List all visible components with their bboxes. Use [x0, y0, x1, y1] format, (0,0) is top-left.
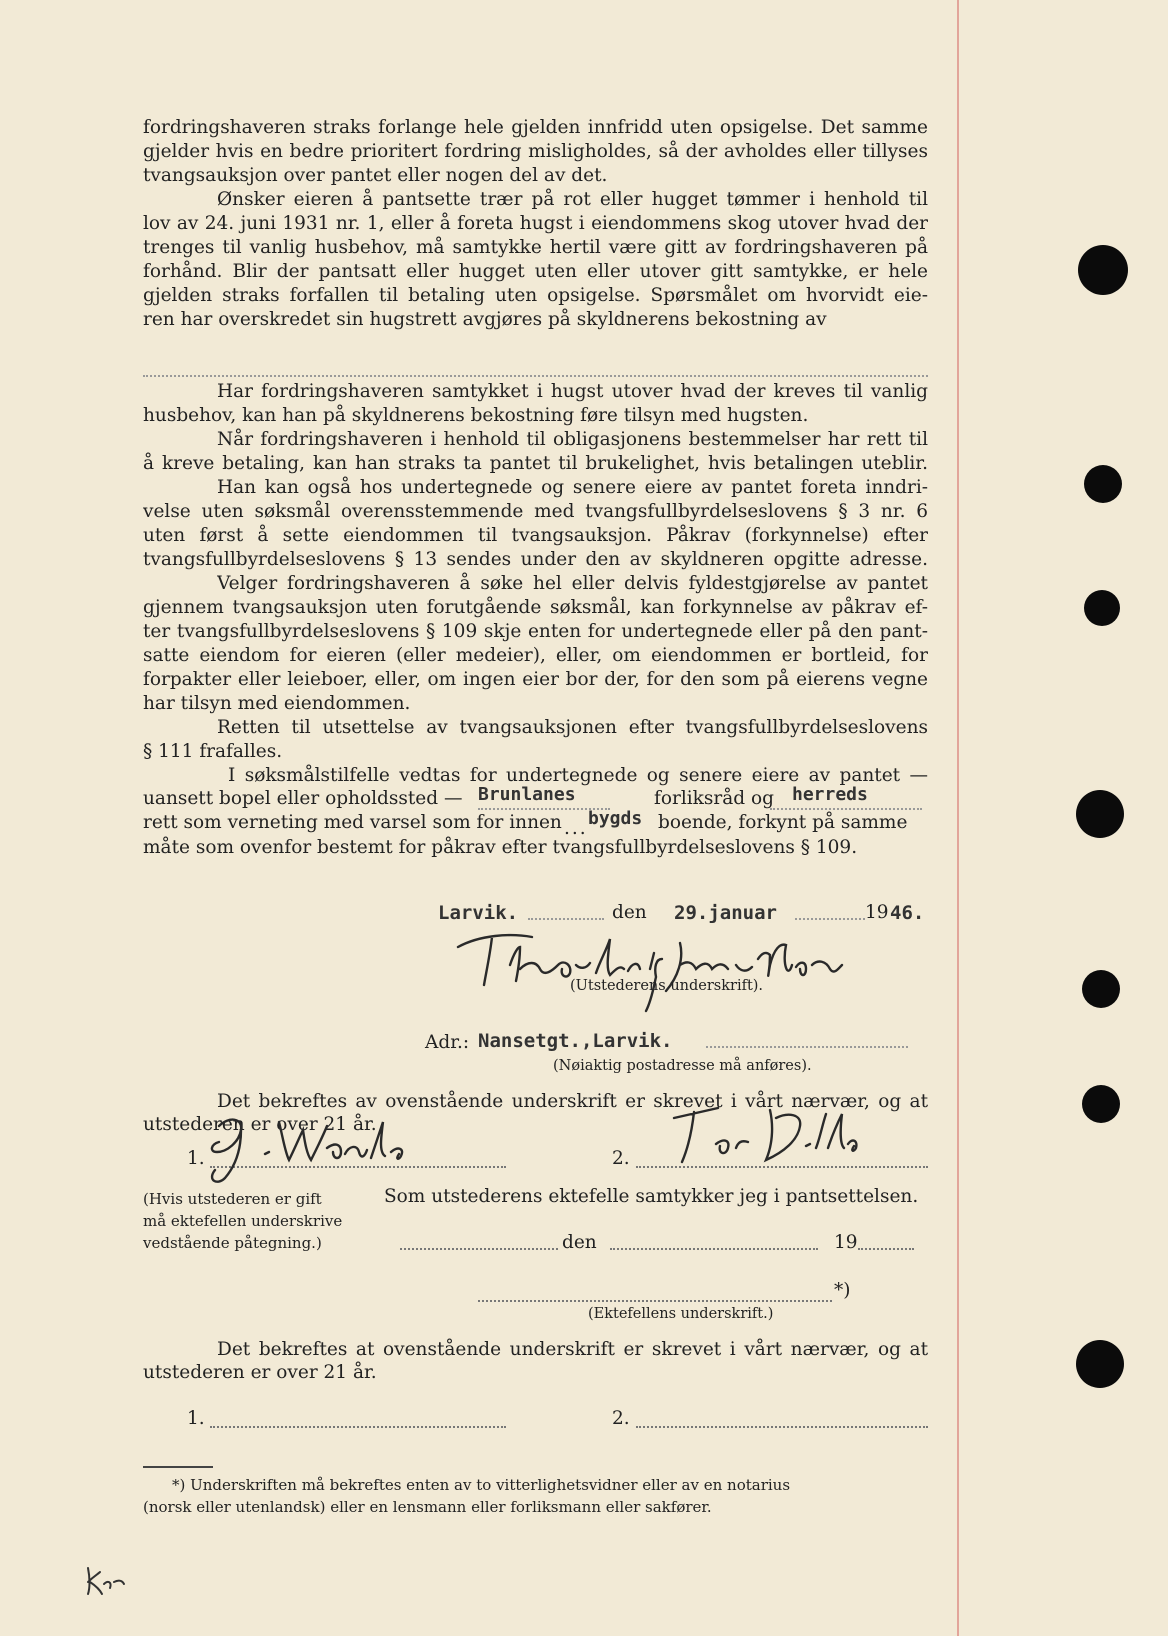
spouse-signature-line	[478, 1300, 832, 1302]
punch-hole	[1082, 1085, 1120, 1123]
body-line: lov av 24. juni 1931 nr. 1, eller å foreta hugst i eiendommens skog utover hvad der	[143, 213, 928, 234]
body-line: uten først å sette eiendommen til tvangsauksjon. Påkrav (forkynnelse) efter	[143, 525, 928, 546]
spouse-year: 19	[834, 1232, 858, 1253]
punch-hole	[1076, 1340, 1124, 1388]
typed-address: Nansetgt.,Larvik.	[478, 1030, 673, 1052]
footnote-rule	[143, 1466, 213, 1468]
spouse-note	[143, 1188, 342, 1254]
typed-district: Brunlanes	[478, 784, 576, 805]
footnote-line: *) Underskriften må bekreftes enten av to vitterlighetsvidner eller av en notarius	[172, 1476, 791, 1494]
spouse-place-line	[400, 1248, 558, 1250]
witness-text: Det bekreftes at ovenstående underskrift er skrevet i vårt nærvær, og at	[217, 1339, 928, 1360]
body-line: trenges til vanlig husbehov, må samtykke hertil være gitt av fordringshaveren på	[143, 237, 928, 258]
body-line: Velger fordringshaveren å søke hel eller delvis fyldestgjørelse av pantet	[217, 573, 928, 594]
margin-rule	[957, 0, 959, 1636]
spouse-year-line	[858, 1248, 914, 1250]
punch-hole	[1082, 970, 1120, 1008]
body-line: tvangsauksjon over pantet eller nogen del av det.	[143, 165, 608, 186]
body-line: velse uten søksmål overensstemmende med tvangsfullbyrdelseslovens § 3 nr. 6	[143, 501, 928, 522]
body-line: Ønsker eieren å pantsette trær på rot eller hugget tømmer i henhold til	[217, 189, 928, 210]
body-line: Har fordringshaveren samtykket i hugst utover hvad der kreves til vanlig	[217, 381, 928, 402]
body-line: rett som verneting med varsel som for innen	[143, 812, 562, 833]
typed-date: 29.januar	[674, 902, 777, 924]
body-line: gjelder hvis en bedre prioritert fordring misligholdes, så der avholdes eller tillyses	[143, 141, 928, 162]
witness-text: utstederen er over 21 år.	[143, 1114, 377, 1135]
dotted-blank	[795, 918, 865, 920]
initials-mark	[82, 1560, 132, 1600]
witness-1-line	[210, 1426, 506, 1428]
date-prefix: den	[612, 902, 647, 923]
body-line: Han kan også hos undertegnede og senere eiere av pantet foreta inndri-	[217, 477, 928, 498]
witness-number-2: 2.	[612, 1408, 630, 1429]
issuer-signature-label: (Utstederens underskrift).	[570, 978, 764, 994]
address-label: Adr.:	[425, 1032, 470, 1053]
dotted-blank: ...	[564, 818, 588, 839]
punch-hole	[1076, 790, 1124, 838]
spouse-signature-label: (Ektefellens underskrift.)	[588, 1306, 774, 1322]
punch-hole	[1084, 590, 1120, 626]
spouse-star: *)	[834, 1280, 851, 1301]
body-line: forpakter eller leieboer, eller, om ingen eier bor der, for den som på eierens vegne	[143, 669, 928, 690]
typed-bygds: bygds	[588, 808, 643, 829]
spouse-note-line: må ektefellen underskrive	[143, 1212, 343, 1230]
dotted-separator	[143, 375, 928, 377]
body-line: I søksmålstilfelle vedtas for undertegnede og senere eiere av pantet —	[228, 765, 928, 786]
witness-1-signature	[195, 1108, 445, 1188]
witness-number-2: 2.	[612, 1148, 630, 1169]
typed-court: herreds	[792, 784, 868, 805]
body-line: uansett bopel eller opholdssted —	[143, 788, 463, 809]
body-line: ter tvangsfullbyrdelseslovens § 109 skje enten for undertegnede eller på den pant-	[143, 621, 928, 642]
body-line: tvangsfullbyrdelseslovens § 13 sendes under den av skyldneren opgitte adresse.	[143, 549, 928, 570]
witness-2-signature	[660, 1100, 880, 1180]
punch-hole	[1078, 245, 1128, 295]
witness-2-line	[636, 1426, 928, 1428]
spouse-consent-text: Som utstederens ektefelle samtykker jeg i pantsettelsen.	[384, 1186, 919, 1207]
body-line: husbehov, kan han på skyldnerens bekostning føre tilsyn med hugsten.	[143, 405, 809, 426]
body-line: ren har overskredet sin hugstrett avgjøres på skyldnerens bekostning av	[143, 309, 827, 330]
body-line: måte som ovenfor bestemt for påkrav efter tvangsfullbyrdelseslovens § 109.	[143, 837, 858, 858]
body-line: boende, forkynt på samme	[658, 812, 908, 833]
dotted-blank	[770, 808, 922, 810]
spouse-den: den	[562, 1232, 597, 1253]
body-line: fordringshaveren straks forlange hele gjelden innfridd uten opsigelse. Det samme	[143, 117, 928, 138]
witness-text: utstederen er over 21 år.	[143, 1362, 377, 1383]
body-line: har tilsyn med eiendommen.	[143, 693, 411, 714]
spouse-date-line	[610, 1248, 818, 1250]
body-line: gjennem tvangsauksjon uten forutgående søksmål, kan forkynnelse av påkrav ef-	[143, 597, 928, 618]
witness-number-1: 1.	[187, 1148, 205, 1169]
body-line: Når fordringshaveren i henhold til obligasjonens bestemmelser har rett til	[217, 429, 928, 450]
typed-year: 46.	[890, 902, 925, 924]
witness-text: Det bekreftes av ovenstående underskrift er skrevet i vårt nærvær, og at	[217, 1091, 928, 1112]
body-line: Retten til utsettelse av tvangsauksjonen efter tvangsfullbyrdelseslovens	[217, 717, 928, 738]
body-line: å kreve betaling, kan han straks ta pantet til brukelighet, hvis betalingen uteblir.	[143, 453, 928, 474]
body-line: satte eiendom for eieren (eller medeier), eller, om eiendommen er bortleid, for	[143, 645, 928, 666]
dotted-blank	[706, 1046, 908, 1048]
punch-hole	[1084, 465, 1122, 503]
year-prefix: 19	[865, 902, 889, 923]
body-line: § 111 frafalles.	[143, 741, 283, 762]
body-line: forliksråd og	[654, 788, 774, 809]
witness-number-1: 1.	[187, 1408, 205, 1429]
spouse-note-line: (Hvis utstederen er gift	[143, 1190, 322, 1208]
address-hint: (Nøiaktig postadresse må anføres).	[553, 1058, 812, 1074]
body-line: forhånd. Blir der pantsatt eller hugget uten eller utover gitt samtykke, er hele	[143, 261, 928, 282]
spouse-note-line: vedstående påtegning.)	[143, 1234, 322, 1252]
body-line: gjelden straks forfallen til betaling uten opsigelse. Spørsmålet om hvorvidt eie-	[143, 285, 928, 306]
typed-place: Larvik.	[438, 902, 519, 924]
footnote-line: (norsk eller utenlandsk) eller en lensmann eller forliksmann eller sakfører.	[143, 1498, 712, 1516]
dotted-blank	[528, 918, 604, 920]
